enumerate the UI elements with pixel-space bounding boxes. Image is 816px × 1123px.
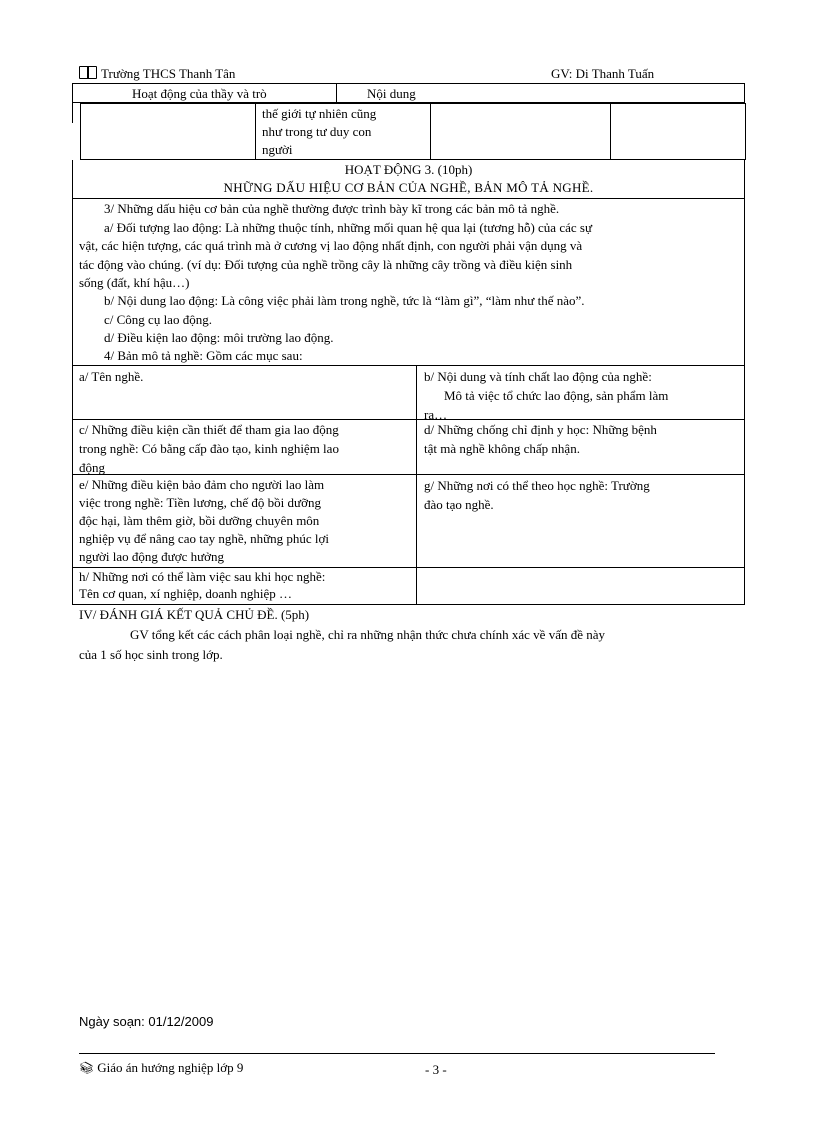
section-title: HOẠT ĐỘNG 3. (10ph): [344, 162, 473, 177]
body-line: a/ Đối tượng lao động: Là những thuộc tính, những mối quan hệ qua lại (tương hỗ) của các sự: [104, 220, 592, 235]
footer-rule: [79, 1053, 715, 1054]
cont-line-3: người: [262, 142, 293, 157]
cell-h-line: Tên cơ quan, xí nghiệp, doanh nghiệp …: [79, 586, 293, 601]
cell-e-line: độc hại, làm thêm giờ, bồi dưỡng chuyên môn: [79, 513, 320, 528]
evaluation-line-1: GV tổng kết các cách phân loại nghề, chỉ ra những nhận thức chưa chính xác về vấn đề này: [130, 627, 606, 642]
evaluation-heading: IV/ ĐÁNH GIÁ KẾT QUẢ CHỦ ĐỀ. (5ph): [79, 607, 310, 622]
cont-row-bottom: [80, 159, 746, 160]
body-line: b/ Nội dung lao động: Là công việc phải làm trong nghề, tức là “làm gì”, “làm như thế nào”.: [104, 293, 585, 308]
cell-d-line: d/ Những chống chỉ định y học: Những bệnh: [424, 422, 657, 437]
footer-title: 📚︎ Giáo án hướng nghiệp lớp 9: [79, 1060, 244, 1075]
body-line: d/ Điều kiện lao động: môi trường lao động.: [104, 330, 334, 345]
cell-b-line: ra…: [424, 407, 448, 422]
grid-cell-a: [79, 367, 409, 386]
grid-bottom: [72, 604, 745, 605]
cell-g-line: đào tạo nghề.: [424, 497, 494, 512]
book-icon: [79, 66, 97, 79]
body-line: 4/ Bản mô tả nghề: Gồm các mục sau:: [104, 348, 303, 363]
cont-row-right: [745, 103, 746, 160]
body-line: sống (đất, khí hậu…): [79, 275, 190, 290]
border-left-top: [72, 83, 73, 123]
cell-c-line: c/ Những điều kiện cần thiết để tham gia lao động: [79, 422, 339, 437]
cont-line-1: thế giới tự nhiên cũng: [262, 106, 377, 121]
cell-e-line: nghiệp vụ để nâng cao tay nghề, những phúc lợi: [79, 531, 330, 546]
col-activities-header: Hoạt động của thầy và trò: [132, 86, 267, 101]
evaluation-line-2: của 1 số học sinh trong lớp.: [79, 647, 223, 662]
cont-row-div1: [255, 103, 256, 160]
grid-cell-e: [79, 476, 413, 566]
cell-h-line: h/ Những nơi có thể làm việc sau khi học nghề:: [79, 569, 326, 584]
cell-d-line: tật mà nghề không chấp nhận.: [424, 441, 580, 456]
cell-b-line: Mô tả việc tổ chức lao động, sản phẩm làm: [444, 388, 669, 403]
header-teacher: GV: Di Thanh Tuấn: [551, 66, 655, 81]
grid-cell-c: [79, 420, 413, 477]
cont-row-div2: [430, 103, 431, 160]
body-line: vật, các hiện tượng, các quá trình mà ở cương vị lao động nhất định, con người phải vận dụng và: [79, 238, 583, 253]
header-rule: [72, 83, 745, 84]
main-left-border: [72, 160, 73, 605]
header-school: Trường THCS Thanh Tân: [79, 65, 235, 82]
cell-c-line: trong nghề: Có bằng cấp đào tạo, kinh nghiệm lao: [79, 441, 339, 456]
section-subtitle: NHỮNG DẤU HIỆU CƠ BẢN CỦA NGHỀ, BẢN MÔ TẢ NGHỀ.: [223, 180, 594, 195]
grid-cell-h: [79, 568, 413, 602]
cont-row-text: [262, 105, 427, 159]
cont-row-top: [80, 103, 746, 104]
cell-e-line: người lao động được hưởng: [79, 549, 225, 564]
main-right-border: [744, 160, 745, 605]
grid-cell-d: [424, 420, 740, 458]
body-line: c/ Công cụ lao động.: [104, 312, 212, 327]
grid-row-1-top: [72, 365, 745, 366]
cell-g-line: g/ Những nơi có thể theo học nghề: Trường: [424, 478, 650, 493]
table-header-divider: [336, 83, 337, 103]
cell-a-line: a/ Tên nghề.: [79, 369, 144, 384]
prep-date: Ngày soạn: 01/12/2009: [79, 1014, 214, 1029]
cell-b-line: b/ Nội dung và tính chất lao động của nghề:: [424, 369, 652, 384]
cont-line-2: như trong tư duy con: [262, 124, 372, 139]
grid-cell-g: [424, 476, 740, 514]
border-right-top: [744, 83, 745, 103]
grid-cell-b: [424, 367, 740, 424]
cell-e-line: e/ Những điều kiện bảo đảm cho người lao làm: [79, 477, 325, 492]
section-title-bottom: [72, 198, 745, 199]
cont-row-left: [80, 103, 81, 160]
body-line: 3/ Những dấu hiệu cơ bản của nghề thường được trình bày kĩ trong các bản mô tả nghề.: [104, 201, 560, 216]
page-number: - 3 -: [425, 1062, 447, 1077]
cell-c-line: động: [79, 460, 105, 475]
grid-vertical-divider: [416, 365, 417, 605]
col-content-header: Nội dung: [367, 86, 416, 101]
book-stack-icon: 📚︎: [79, 1061, 95, 1075]
cell-e-line: việc trong nghề: Tiền lương, chế độ bồi dưỡng: [79, 495, 321, 510]
body-line: tác động vào chúng. (ví dụ: Đối tượng của nghề trồng cây là những cây trồng và điều kiện sinh: [79, 257, 573, 272]
cont-row-div3: [610, 103, 611, 160]
